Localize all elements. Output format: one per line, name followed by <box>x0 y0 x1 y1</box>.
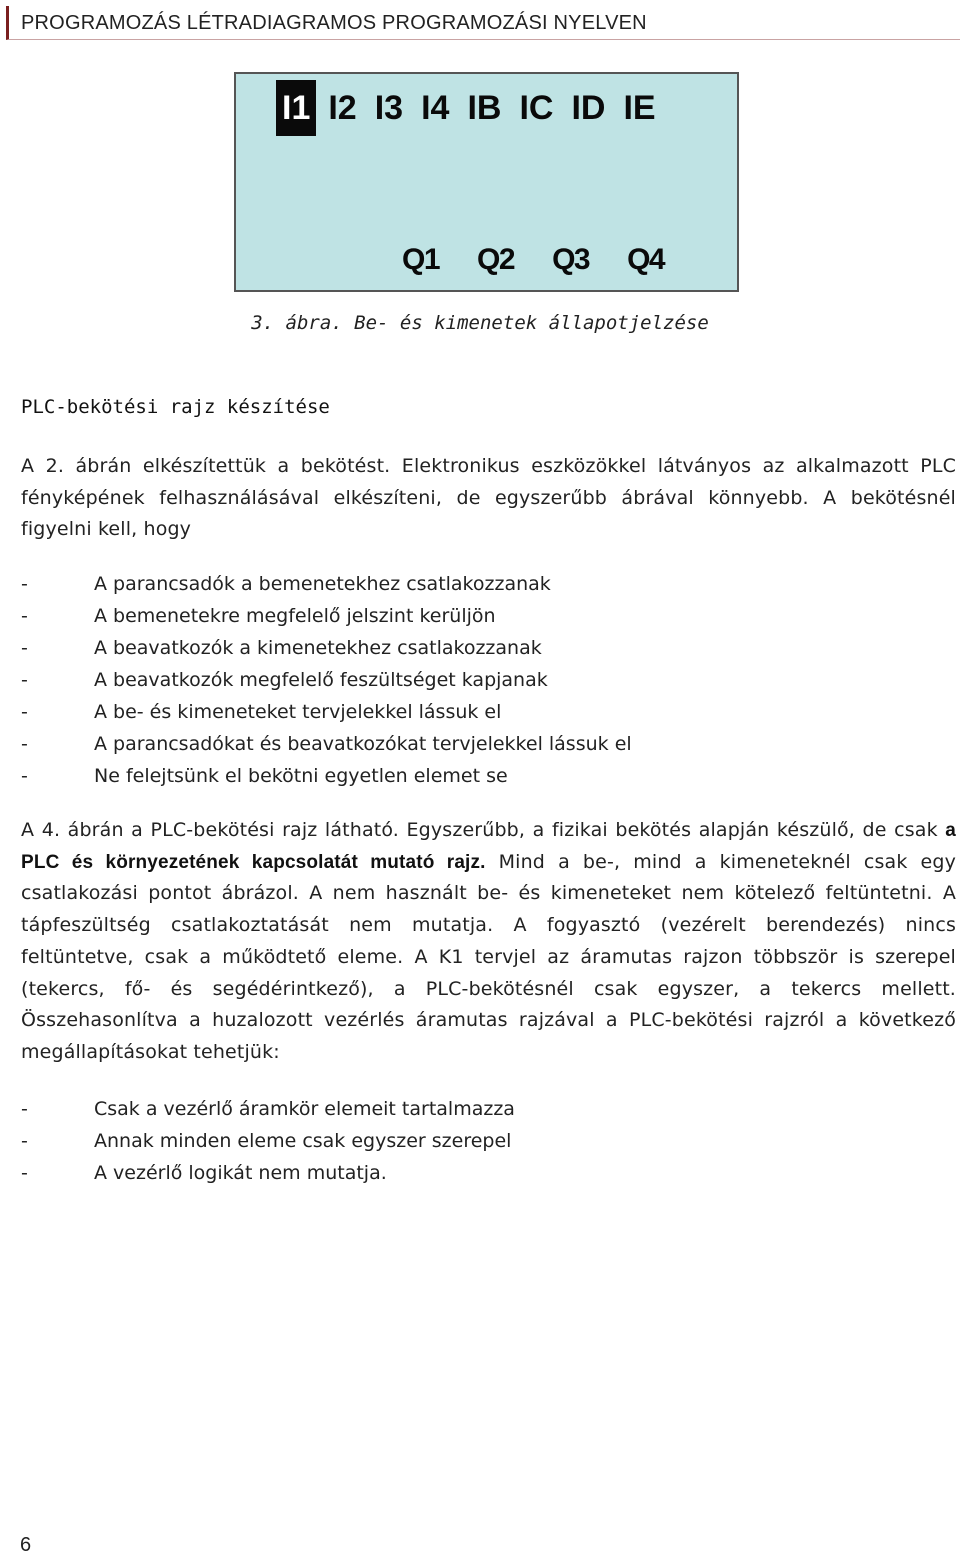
page-number: 6 <box>20 1534 32 1556</box>
list-marker: - <box>21 669 28 691</box>
input-indicator-ic: IC <box>519 89 554 127</box>
intro-paragraph: A 2. ábrán elkészítettük a bekötést. Elektronikus eszközökkel látványos az alkalmazott PLC fényképének felhasználásával elkészíteni, de egyszerűbb ábrával könnyebb. A bekötésnél figyelni kell, hogy <box>21 455 956 541</box>
list-marker: - <box>21 1098 28 1120</box>
output-indicators-row <box>402 238 702 282</box>
figure-caption: 3. ábra. Be- és kimenetek állapotjelzése <box>251 312 709 334</box>
output-indicator-q3: Q3 <box>552 243 590 276</box>
list-item: - A parancsadókat és beavatkozókat tervjelekkel lássuk el <box>21 728 941 760</box>
list-item: - A bemenetekre megfelelő jelszint kerüljön <box>21 600 941 632</box>
list-item: - A be- és kimeneteket tervjelekkel lássuk el <box>21 696 941 728</box>
conclusion-list <box>21 1093 941 1189</box>
section-title: PLC-bekötési rajz készítése <box>21 396 330 418</box>
output-indicator-q4: Q4 <box>627 243 665 276</box>
rules-list <box>21 568 941 792</box>
list-item: - A beavatkozók megfelelő feszültséget kapjanak <box>21 664 941 696</box>
output-indicator-q1: Q1 <box>402 243 440 276</box>
list-marker: - <box>21 765 28 787</box>
list-marker: - <box>21 605 28 627</box>
output-indicator-q2: Q2 <box>477 243 515 276</box>
list-marker: - <box>21 573 28 595</box>
list-marker: - <box>21 1130 28 1152</box>
main-paragraph: A 4. ábrán a PLC-bekötési rajz látható. Egyszerűbb, a fizikai bekötés alapján készülő, de csak a PLC és környezetének kapcsolatát mutató rajz. Mind a be-, mind a kimeneteknél csak egy csatlakozási pontot ábrázol. A nem használt be- és kimeneteket nem kötelező feltüntetni. A tápfeszültség csatlakoztatását nem mutatja. A fogyasztó (vezérelt berendezés) nincs feltüntetve, csak a működtető eleme. A K1 tervjel az áramutas rajzon többször is szerepel (tekercs, fő- és segédérintkező), a PLC-bekötésnél csak egyszer, a tekercs mellett. Összehasonlítva a huzalozott vezérlés áramutas rajzával a PLC-bekötési rajzról a következő megállapításokat tehetjük: <box>21 819 956 1063</box>
list-item: - Csak a vezérlő áramkör elemeit tartalmazza <box>21 1093 941 1125</box>
list-item: - Ne felejtsünk el bekötni egyetlen elemet se <box>21 760 941 792</box>
list-marker: - <box>21 1162 28 1184</box>
input-indicator-i1: I1 <box>276 80 316 136</box>
list-item: - A vezérlő logikát nem mutatja. <box>21 1157 941 1189</box>
list-marker: - <box>21 637 28 659</box>
list-item: - Annak minden eleme csak egyszer szerepel <box>21 1125 941 1157</box>
page-header <box>6 6 960 40</box>
list-marker: - <box>21 733 28 755</box>
input-indicators-row <box>276 80 668 136</box>
input-indicator-i3: I3 <box>374 89 404 127</box>
highlighted-phrase: a PLC és környezetének kapcsolatát mutató rajz. <box>21 820 956 873</box>
list-marker: - <box>21 701 28 723</box>
list-item: - A beavatkozók a kimenetekhez csatlakozzanak <box>21 632 941 664</box>
plc-status-display <box>234 72 739 292</box>
list-item: - A parancsadók a bemenetekhez csatlakozzanak <box>21 568 941 600</box>
header-title: PROGRAMOZÁS LÉTRADIAGRAMOS PROGRAMOZÁSI NYELVEN <box>21 12 647 34</box>
input-indicator-i4: I4 <box>421 89 450 127</box>
input-indicator-ib: IB <box>467 89 502 127</box>
input-indicator-i2: I2 <box>328 89 357 127</box>
input-indicator-id: ID <box>571 89 606 127</box>
input-indicator-ie: IE <box>623 89 656 127</box>
